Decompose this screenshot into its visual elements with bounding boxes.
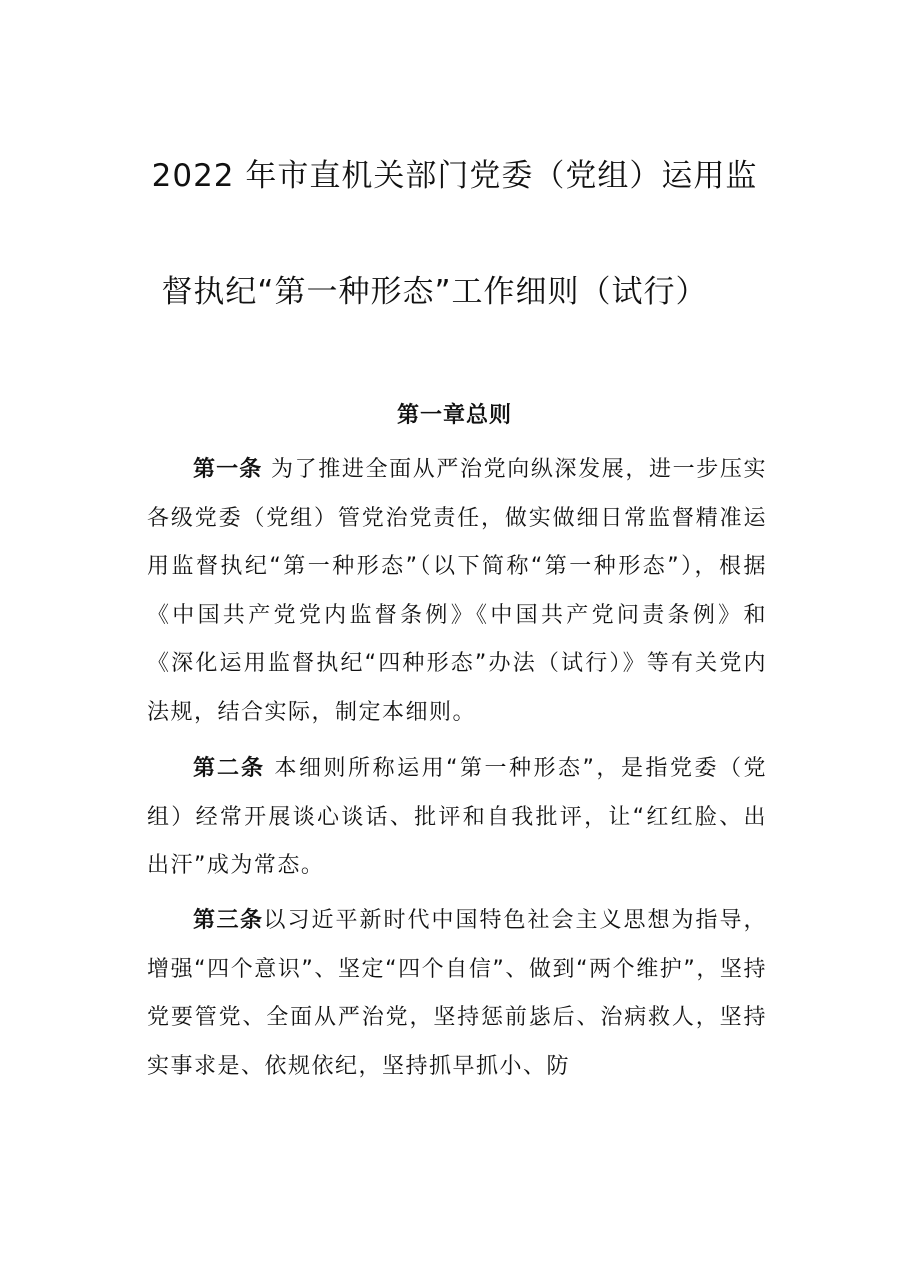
article-label: 第二条	[193, 756, 266, 781]
article-label: 第三条	[193, 908, 264, 933]
chapter-heading: 第一章总则	[396, 403, 512, 428]
article-text: 以习近平新时代中国特色社会主义思想为指导，增强“四个意识”、坚定“四个自信”、做到“两个维护”，坚持党要管党、全面从严治党，坚持惩前毖后、治病救人，坚持实事求是、依规依纪，坚持抓早抓小、防	[147, 908, 767, 1079]
article-paragraph	[147, 745, 767, 891]
article-text: 为了推进全面从严治党向纵深发展，进一步压实各级党委（党组）管党治党责任，做实做细日常监督精准运用监督执纪“第一种形态”（以下简称“第一种形态”），根据《中国共产党党内监督条例》《中国共产党问责条例》和《深化运用监督执纪“四种形态”办法（试行）》等有关党内法规，结合实际，制定本细则。	[147, 457, 767, 725]
document-title-line-1: 2022 年市直机关部门党委（党组）运用监	[151, 158, 758, 194]
article-text: 本细则所称运用“第一种形态”，是指党委（党组）经常开展谈心谈话、批评和自我批评，让“红红脸、出出汗”成为常态。	[147, 756, 767, 878]
article-paragraph	[147, 446, 767, 737]
article-paragraph	[147, 897, 767, 1091]
document-title-line-2: 督执纪“第一种形态”工作细则（试行）	[161, 274, 708, 310]
article-label: 第一条	[193, 457, 263, 482]
